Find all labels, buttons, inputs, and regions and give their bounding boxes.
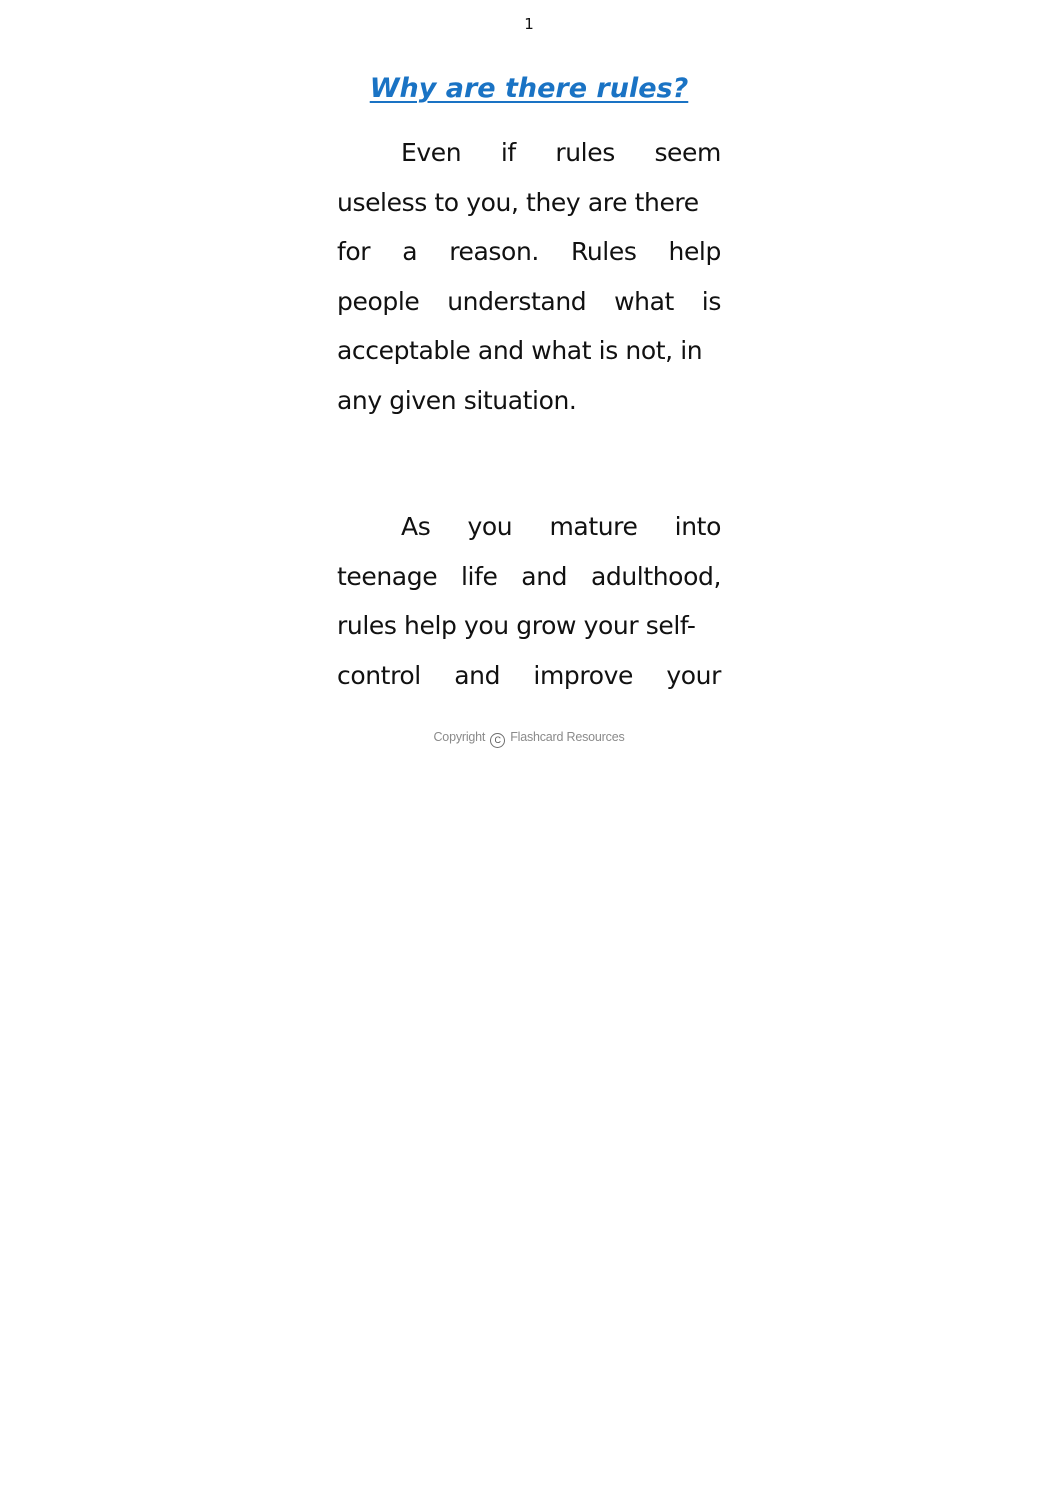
word: understand [447,286,587,316]
copyright-prefix: Copyright [433,730,486,744]
word: rules [555,138,615,167]
text-line [337,227,721,277]
page-title: Why are there rules? [369,73,689,104]
word: mature [549,512,638,541]
text-line: acceptable and what is not, in [337,336,703,365]
word: adulthood, [590,561,721,591]
paragraph-2 [337,502,721,700]
word: into [674,512,721,541]
word: Even [401,138,462,167]
word: and [521,561,568,591]
word: life [461,561,498,591]
word: control [337,660,421,690]
copyright-icon: C [490,733,505,748]
text-line [337,552,721,602]
copyright-notice [0,728,1058,748]
word: if [500,138,516,167]
word: a [402,237,418,266]
word: what [614,286,674,316]
word: teenage [337,561,438,591]
word: you [467,512,513,541]
word: your [666,660,721,690]
word: help [668,237,721,266]
paragraph-1 [337,128,721,425]
word: reason. [449,237,539,266]
text-line [337,502,721,552]
text-line [337,651,721,701]
text-line: rules help you grow your self- [337,611,696,640]
text-line: useless to you, they are there [337,187,699,217]
word: is [701,286,721,316]
word: for [337,237,371,266]
text-line [337,128,721,178]
word: Rules [571,237,637,266]
copyright-owner: Flashcard Resources [510,730,625,744]
word: people [337,286,420,316]
text-line [337,277,721,327]
word: and [454,660,501,690]
word: improve [533,660,633,690]
text-line: any given situation. [337,385,577,415]
word: As [401,512,431,541]
word: seem [654,138,721,167]
page-number: 1 [524,15,534,33]
